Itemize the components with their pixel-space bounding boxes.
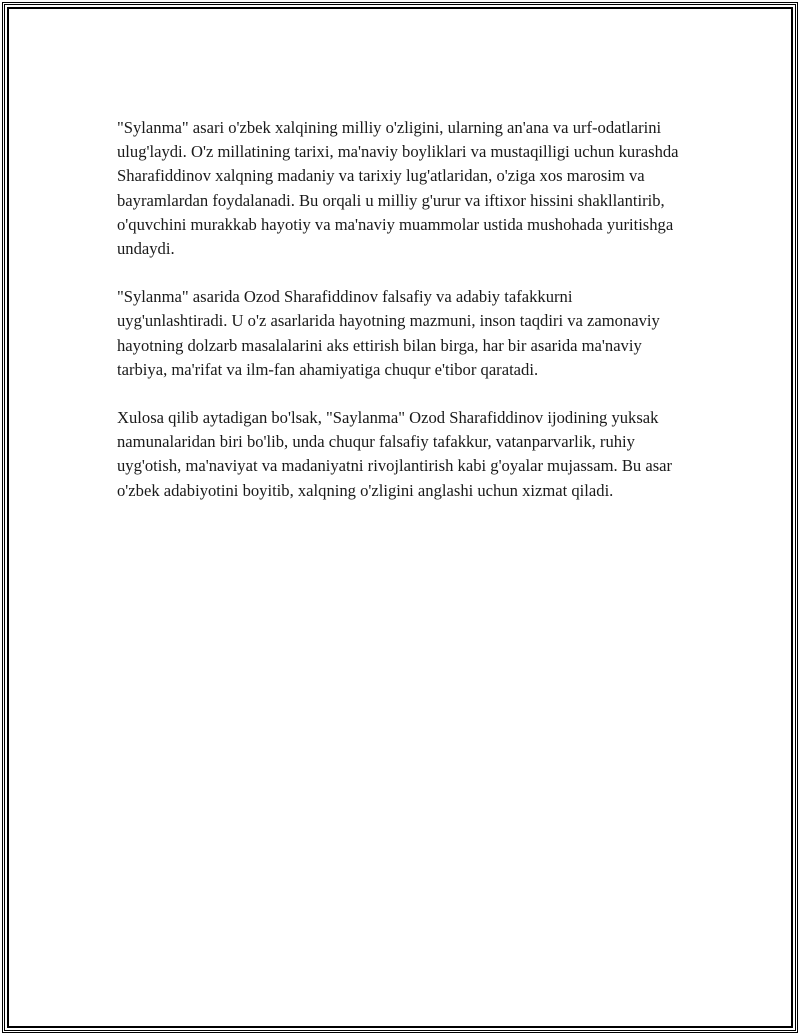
paragraph-3: Xulosa qilib aytadigan bo'lsak, "Saylanma" Ozod Sharafiddinov ijodining yuksak namunalaridan biri bo'lib, unda chuqur falsafiy tafakkur, vatanparvarlik, ruhiy uyg'otish, ma'naviyat va madaniyatni rivojlantirish kabi g'oyalar mujassam. Bu asar o'zbek adabiyotini boyitib, xalqning o'zligini anglashi uchun xizmat qiladi.	[117, 408, 673, 500]
paragraph-1: "Sylanma" asari o'zbek xalqining milliy o'zligini, ularning an'ana va urf-odatlarini ulug'laydi. O'z millatining tarixi, ma'naviy boyliklari va mustaqilligi uchun kurashda Sharafiddinov xalqning madaniy va tarixiy lug'atlaridan, o'ziga xos marosim va bayramlardan foydalanadi. Bu orqali u milliy g'urur va iftixor hissini shakllantirib, o'quvchini murakkab hayotiy va ma'naviy muammolar ustida mushohada yuritishga undaydi.	[117, 118, 679, 259]
document-body	[117, 116, 682, 527]
paragraph-2: "Sylanma" asarida Ozod Sharafiddinov falsafiy va adabiy tafakkurni uyg'unlashtiradi. U o'z asarlarida hayotning mazmuni, inson taqdiri va zamonaviy hayotning dolzarb masalalarini aks ettirish bilan birga, har bir asarida ma'naviy tarbiya, ma'rifat va ilm-fan ahamiyatiga chuqur e'tibor qaratadi.	[117, 287, 660, 379]
